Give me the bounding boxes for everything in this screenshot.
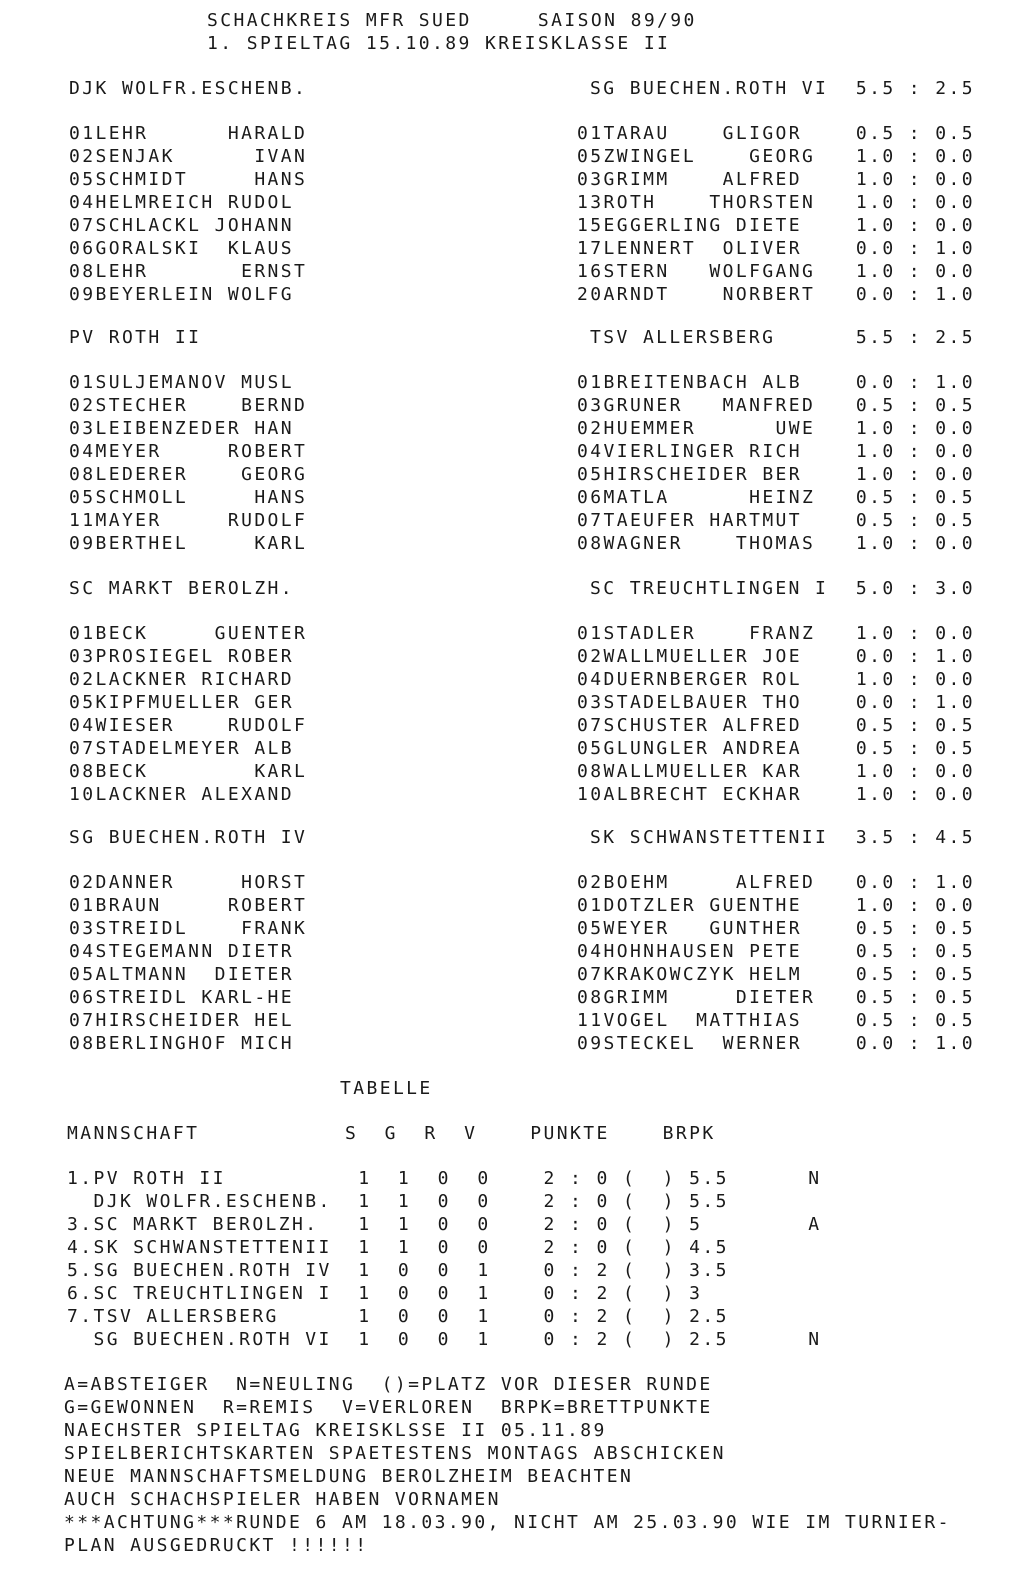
away-player: 08GRIMM DIETER xyxy=(577,987,816,1008)
board-result: 0.5 : 0.5 xyxy=(855,510,975,531)
board-result: 1.0 : 0.0 xyxy=(855,215,975,236)
home-player: 05KIPFMUELLER GER xyxy=(69,692,295,713)
away-player: 04DUERNBERGER ROL xyxy=(577,669,803,690)
away-player: 08WAGNER THOMAS xyxy=(577,533,816,554)
board-result: 1.0 : 0.0 xyxy=(855,533,975,554)
home-player: 08BECK KARL xyxy=(69,761,308,782)
away-player: 04VIERLINGER RICH xyxy=(577,441,803,462)
away-player: 13ROTH THORSTEN xyxy=(577,192,816,213)
board-result: 0.0 : 1.0 xyxy=(855,692,975,713)
home-player: 08BERLINGHOF MICH xyxy=(69,1033,295,1054)
table-row: SG BUECHEN.ROTH VI 1 0 0 1 0 : 2 ( ) 2.5 N xyxy=(67,1329,822,1350)
away-player: 11VOGEL MATTHIAS xyxy=(577,1010,803,1031)
footer-line: ***ACHTUNG***RUNDE 6 AM 18.03.90, NICHT AM 25.03.90 WIE IM TURNIER- xyxy=(64,1512,951,1533)
away-player: 09STECKEL WERNER xyxy=(577,1033,803,1054)
away-player: 05HIRSCHEIDER BER xyxy=(577,464,803,485)
home-player: 08LEHR ERNST xyxy=(69,261,308,282)
board-result: 1.0 : 0.0 xyxy=(855,146,975,167)
home-player: 06GORALSKI KLAUS xyxy=(69,238,295,259)
home-player: 09BERTHEL KARL xyxy=(69,533,308,554)
away-player: 03GRUNER MANFRED xyxy=(577,395,816,416)
table-row: 3.SC MARKT BEROLZH. 1 1 0 0 2 : 0 ( ) 5 A xyxy=(67,1214,822,1235)
table-row: 6.SC TREUCHTLINGEN I 1 0 0 1 0 : 2 ( ) 3 xyxy=(67,1283,703,1304)
away-player: 01BREITENBACH ALB xyxy=(577,372,803,393)
away-player: 02WALLMUELLER JOE xyxy=(577,646,803,667)
board-result: 0.0 : 1.0 xyxy=(855,238,975,259)
board-result: 0.5 : 0.5 xyxy=(855,987,975,1008)
away-player: 05WEYER GUNTHER xyxy=(577,918,803,939)
home-player: 03STREIDL FRANK xyxy=(69,918,308,939)
home-player: 07STADELMEYER ALB xyxy=(69,738,295,759)
home-player: 01BECK GUENTER xyxy=(69,623,308,644)
away-player: 07SCHUSTER ALFRED xyxy=(577,715,803,736)
header-line-2: 1. SPIELTAG 15.10.89 KREISKLASSE II xyxy=(207,33,671,54)
header-line-1: SCHACHKREIS MFR SUED SAISON 89/90 xyxy=(207,10,697,31)
board-result: 1.0 : 0.0 xyxy=(855,669,975,690)
board-result: 0.0 : 1.0 xyxy=(855,646,975,667)
board-result: 1.0 : 0.0 xyxy=(855,169,975,190)
footer-line: AUCH SCHACHSPIELER HABEN VORNAMEN xyxy=(64,1489,501,1510)
home-player: 06STREIDL KARL-HE xyxy=(69,987,295,1008)
home-player: 01SULJEMANOV MUSL xyxy=(69,372,295,393)
board-result: 0.5 : 0.5 xyxy=(855,395,975,416)
footer-line: NAECHSTER SPIELTAG KREISKLSSE II 05.11.89 xyxy=(64,1420,607,1441)
away-player: 06MATLA HEINZ xyxy=(577,487,816,508)
board-result: 0.5 : 0.5 xyxy=(855,487,975,508)
home-player: 04HELMREICH RUDOL xyxy=(69,192,295,213)
away-player: 08WALLMUELLER KAR xyxy=(577,761,803,782)
footer-line: NEUE MANNSCHAFTSMELDUNG BEROLZHEIM BEACHTEN xyxy=(64,1466,634,1487)
away-player: 03STADELBAUER THO xyxy=(577,692,803,713)
away-player: 02BOEHM ALFRED xyxy=(577,872,816,893)
away-player: 05GLUNGLER ANDREA xyxy=(577,738,803,759)
table-row: 7.TSV ALLERSBERG 1 0 0 1 0 : 2 ( ) 2.5 xyxy=(67,1306,729,1327)
away-player: 05ZWINGEL GEORG xyxy=(577,146,816,167)
table-row: 4.SK SCHWANSTETTENII 1 1 0 0 2 : 0 ( ) 4.5 xyxy=(67,1237,729,1258)
match-score: 5.0 : 3.0 xyxy=(855,578,975,599)
table-row: 5.SG BUECHEN.ROTH IV 1 0 0 1 0 : 2 ( ) 3.5 xyxy=(67,1260,729,1281)
away-player: 20ARNDT NORBERT xyxy=(577,284,816,305)
home-player: 02SENJAK IVAN xyxy=(69,146,308,167)
home-player: 03PROSIEGEL ROBER xyxy=(69,646,295,667)
home-player: 07SCHLACKL JOHANN xyxy=(69,215,295,236)
home-player: 02LACKNER RICHARD xyxy=(69,669,295,690)
away-player: 15EGGERLING DIETE xyxy=(577,215,803,236)
away-player: 07KRAKOWCZYK HELM xyxy=(577,964,803,985)
footer-line: SPIELBERICHTSKARTEN SPAETESTENS MONTAGS ABSCHICKEN xyxy=(64,1443,726,1464)
home-player: 09BEYERLEIN WOLFG xyxy=(69,284,295,305)
board-result: 1.0 : 0.0 xyxy=(855,418,975,439)
board-result: 0.0 : 1.0 xyxy=(855,372,975,393)
home-player: 05SCHMOLL HANS xyxy=(69,487,308,508)
match-score: 3.5 : 4.5 xyxy=(855,827,975,848)
board-result: 0.0 : 1.0 xyxy=(855,872,975,893)
home-player: 04STEGEMANN DIETR xyxy=(69,941,295,962)
home-player: 10LACKNER ALEXAND xyxy=(69,784,295,805)
away-player: 02HUEMMER UWE xyxy=(577,418,816,439)
board-result: 1.0 : 0.0 xyxy=(855,761,975,782)
away-player: 07TAEUFER HARTMUT xyxy=(577,510,803,531)
home-team-name: PV ROTH II xyxy=(69,327,202,348)
away-player: 04HOHNHAUSEN PETE xyxy=(577,941,803,962)
board-result: 0.5 : 0.5 xyxy=(855,123,975,144)
home-player: 07HIRSCHEIDER HEL xyxy=(69,1010,295,1031)
footer-line: A=ABSTEIGER N=NEULING ()=PLATZ VOR DIESER RUNDE xyxy=(64,1374,713,1395)
board-result: 1.0 : 0.0 xyxy=(855,261,975,282)
board-result: 0.0 : 1.0 xyxy=(855,284,975,305)
home-player: 08LEDERER GEORG xyxy=(69,464,308,485)
home-player: 05ALTMANN DIETER xyxy=(69,964,295,985)
home-player: 04MEYER ROBERT xyxy=(69,441,308,462)
away-player: 17LENNERT OLIVER xyxy=(577,238,803,259)
board-result: 0.5 : 0.5 xyxy=(855,738,975,759)
board-result: 1.0 : 0.0 xyxy=(855,192,975,213)
board-result: 0.5 : 0.5 xyxy=(855,964,975,985)
board-result: 1.0 : 0.0 xyxy=(855,784,975,805)
table-header: MANNSCHAFT S G R V PUNKTE BRPK xyxy=(67,1123,716,1144)
away-player: 10ALBRECHT ECKHAR xyxy=(577,784,803,805)
board-result: 0.0 : 1.0 xyxy=(855,1033,975,1054)
away-team-name: SC TREUCHTLINGEN I xyxy=(590,578,829,599)
home-player: 05SCHMIDT HANS xyxy=(69,169,308,190)
board-result: 0.5 : 0.5 xyxy=(855,918,975,939)
board-result: 0.5 : 0.5 xyxy=(855,941,975,962)
footer-line: PLAN AUSGEDRUCKT !!!!!! xyxy=(64,1535,369,1556)
board-result: 1.0 : 0.0 xyxy=(855,623,975,644)
home-player: 02STECHER BERND xyxy=(69,395,308,416)
match-score: 5.5 : 2.5 xyxy=(855,78,975,99)
away-player: 01DOTZLER GUENTHE xyxy=(577,895,803,916)
board-result: 0.5 : 0.5 xyxy=(855,1010,975,1031)
home-player: 11MAYER RUDOLF xyxy=(69,510,308,531)
away-team-name: SG BUECHEN.ROTH VI xyxy=(590,78,829,99)
home-player: 03LEIBENZEDER HAN xyxy=(69,418,295,439)
away-player: 16STERN WOLFGANG xyxy=(577,261,816,282)
away-team-name: TSV ALLERSBERG xyxy=(590,327,776,348)
board-result: 1.0 : 0.0 xyxy=(855,895,975,916)
board-result: 1.0 : 0.0 xyxy=(855,441,975,462)
match-score: 5.5 : 2.5 xyxy=(855,327,975,348)
away-team-name: SK SCHWANSTETTENII xyxy=(590,827,829,848)
board-result: 0.5 : 0.5 xyxy=(855,715,975,736)
board-result: 1.0 : 0.0 xyxy=(855,464,975,485)
away-player: 01STADLER FRANZ xyxy=(577,623,816,644)
home-team-name: SC MARKT BEROLZH. xyxy=(69,578,295,599)
home-team-name: SG BUECHEN.ROTH IV xyxy=(69,827,308,848)
away-player: 03GRIMM ALFRED xyxy=(577,169,803,190)
table-title: TABELLE xyxy=(340,1078,433,1099)
home-player: 01BRAUN ROBERT xyxy=(69,895,308,916)
home-player: 02DANNER HORST xyxy=(69,872,308,893)
footer-line: G=GEWONNEN R=REMIS V=VERLOREN BRPK=BRETTPUNKTE xyxy=(64,1397,713,1418)
table-row: 1.PV ROTH II 1 1 0 0 2 : 0 ( ) 5.5 N xyxy=(67,1168,822,1189)
home-player: 04WIESER RUDOLF xyxy=(69,715,308,736)
home-team-name: DJK WOLFR.ESCHENB. xyxy=(69,78,308,99)
home-player: 01LEHR HARALD xyxy=(69,123,308,144)
table-row: DJK WOLFR.ESCHENB. 1 1 0 0 2 : 0 ( ) 5.5 xyxy=(67,1191,729,1212)
away-player: 01TARAU GLIGOR xyxy=(577,123,803,144)
